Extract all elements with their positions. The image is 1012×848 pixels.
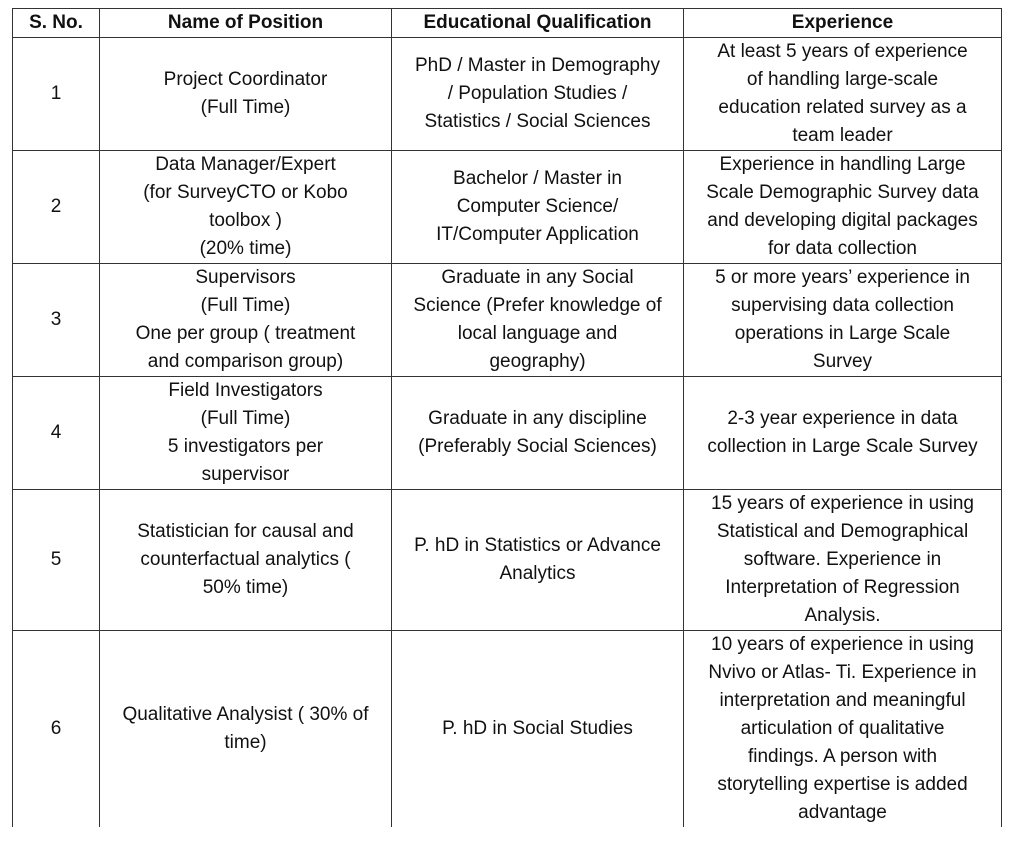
- header-row: [13, 9, 1002, 38]
- sno-cell: 3: [13, 264, 100, 377]
- qualification-cell: PhD / Master in Demography / Population Studies / Statistics / Social Sciences: [392, 38, 684, 151]
- qualification-cell: Graduate in any Social Science (Prefer knowledge of local language and geography): [392, 264, 684, 377]
- experience-cell: 15 years of experience in using Statistical and Demographical software. Experience in Interpretation of Regression Analysis.: [684, 490, 1002, 631]
- experience-cell: At least 5 years of experience of handling large-scale education related survey as a team leader: [684, 38, 1002, 151]
- positions-table: [12, 8, 1002, 827]
- table-row: [13, 490, 1002, 631]
- table-row: [13, 377, 1002, 490]
- position-cell: Field Investigators (Full Time) 5 investigators per supervisor: [100, 377, 392, 490]
- experience-cell: 5 or more years’ experience in supervising data collection operations in Large Scale Survey: [684, 264, 1002, 377]
- experience-cell: 2-3 year experience in data collection in Large Scale Survey: [684, 377, 1002, 490]
- qualification-cell: Graduate in any discipline (Preferably Social Sciences): [392, 377, 684, 490]
- qualification-cell: P. hD in Statistics or Advance Analytics: [392, 490, 684, 631]
- table-row: [13, 264, 1002, 377]
- table-row: [13, 631, 1002, 828]
- header-qualification: Educational Qualification: [392, 9, 684, 38]
- table-row: [13, 151, 1002, 264]
- sno-cell: 2: [13, 151, 100, 264]
- experience-cell: 10 years of experience in using Nvivo or Atlas- Ti. Experience in interpretation and meaningful articulation of qualitative findings. A person with storytelling expertise is added advantage: [684, 631, 1002, 828]
- qualification-cell: P. hD in Social Studies: [392, 631, 684, 828]
- sno-cell: 5: [13, 490, 100, 631]
- sno-cell: 1: [13, 38, 100, 151]
- position-cell: Qualitative Analysist ( 30% of time): [100, 631, 392, 828]
- experience-cell: Experience in handling Large Scale Demographic Survey data and developing digital packages for data collection: [684, 151, 1002, 264]
- header-sno: S. No.: [13, 9, 100, 38]
- position-cell: Data Manager/Expert (for SurveyCTO or Kobo toolbox ) (20% time): [100, 151, 392, 264]
- position-cell: Supervisors (Full Time) One per group ( treatment and comparison group): [100, 264, 392, 377]
- position-cell: Project Coordinator (Full Time): [100, 38, 392, 151]
- header-position: Name of Position: [100, 9, 392, 38]
- table-row: [13, 38, 1002, 151]
- position-cell: Statistician for causal and counterfactual analytics ( 50% time): [100, 490, 392, 631]
- header-experience: Experience: [684, 9, 1002, 38]
- qualification-cell: Bachelor / Master in Computer Science/ IT/Computer Application: [392, 151, 684, 264]
- sno-cell: 4: [13, 377, 100, 490]
- sno-cell: 6: [13, 631, 100, 828]
